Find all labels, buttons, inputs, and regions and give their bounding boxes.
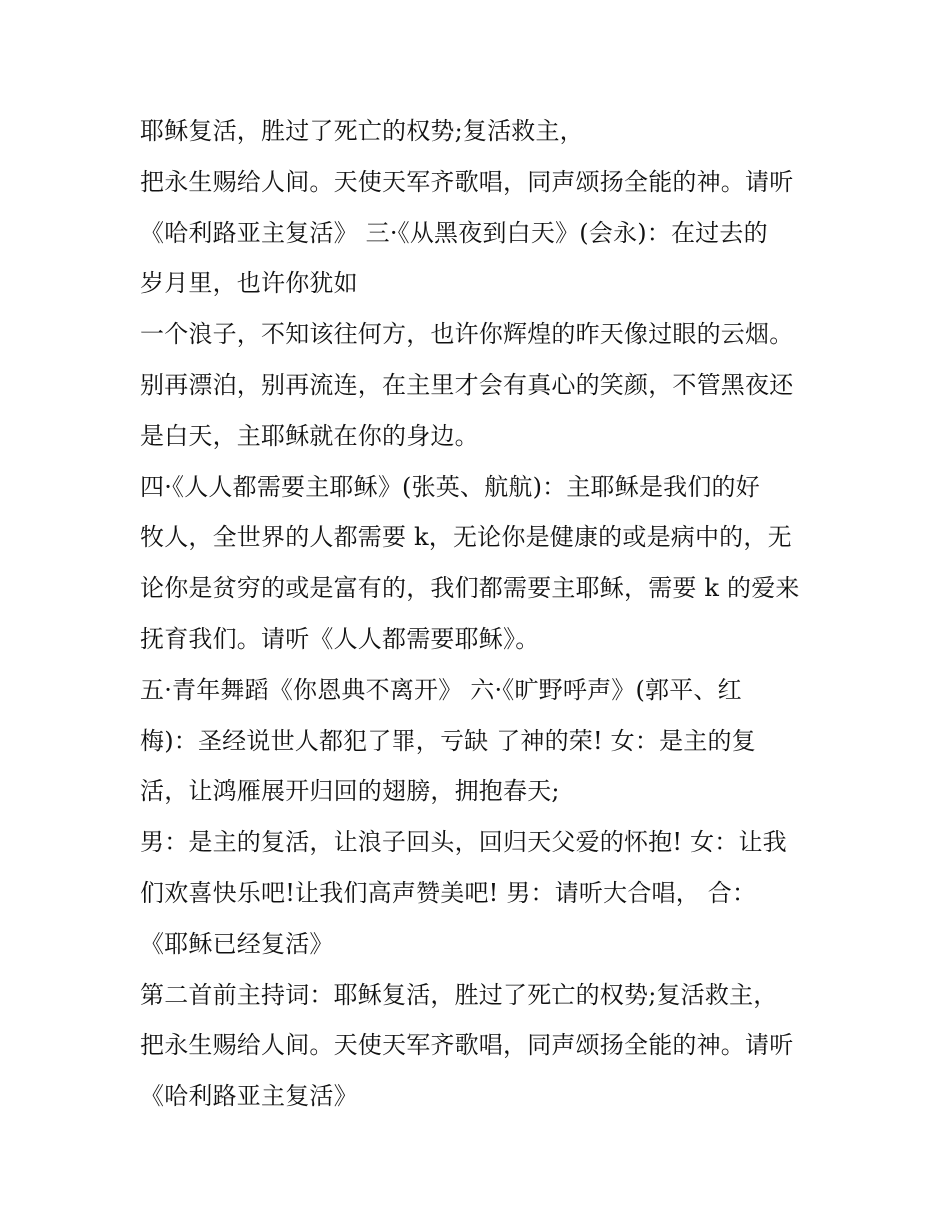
text-line: 别再漂泊，别再流连，在主里才会有真心的笑颜，不管黑夜还	[140, 370, 794, 399]
text-line: 论你是贫穷的或是富有的，我们都需要主耶稣，需要 k 的爱来	[140, 574, 800, 603]
text-line: 牧人，全世界的人都需要 k，无论你是健康的或是病中的，无	[140, 523, 792, 552]
text-line: 《哈利路亚主复活》 三·《从黑夜到白天》(会永)：在过去的	[140, 218, 768, 247]
text-line: 四·《人人都需要主耶稣》(张英、航航)：主耶稣是我们的好	[140, 472, 760, 501]
text-line: 一个浪子，不知该往何方，也许你辉煌的昨天像过眼的云烟。	[140, 320, 794, 349]
text-line: 把永生赐给人间。天使天军齐歌唱，同声颂扬全能的神。请听	[140, 167, 794, 196]
text-line: 第二首前主持词：耶稣复活，胜过了死亡的权势;复活救主，	[140, 980, 778, 1009]
text-line: 五·青年舞蹈《你恩典不离开》 六·《旷野呼声》(郭平、红	[140, 675, 742, 704]
text-line: 活，让鸿雁展开归回的翅膀，拥抱春天;	[140, 777, 560, 806]
text-line: 耶稣复活，胜过了死亡的权势;复活救主，	[140, 117, 584, 145]
text-line: 们欢喜快乐吧!让我们高声赞美吧! 男：请听大合唱， 合：	[140, 878, 757, 907]
text-line: 是白天，主耶稣就在你的身边。	[140, 421, 479, 450]
text-line: 《哈利路亚主复活》	[140, 1082, 358, 1111]
document-body	[140, 106, 830, 1122]
text-line: 《耶稣已经复活》	[140, 929, 334, 958]
text-line: 梅)：圣经说世人都犯了罪，亏缺 了神的荣! 女：是主的复	[140, 726, 756, 755]
text-line: 男：是主的复活，让浪子回头，回归天父爱的怀抱! 女：让我	[140, 828, 787, 857]
text-line: 抚育我们。请听《人人都需要耶稣》。	[140, 624, 540, 653]
text-line: 岁月里，也许你犹如	[140, 269, 358, 298]
text-line: 把永生赐给人间。天使天军齐歌唱，同声颂扬全能的神。请听	[140, 1031, 794, 1060]
